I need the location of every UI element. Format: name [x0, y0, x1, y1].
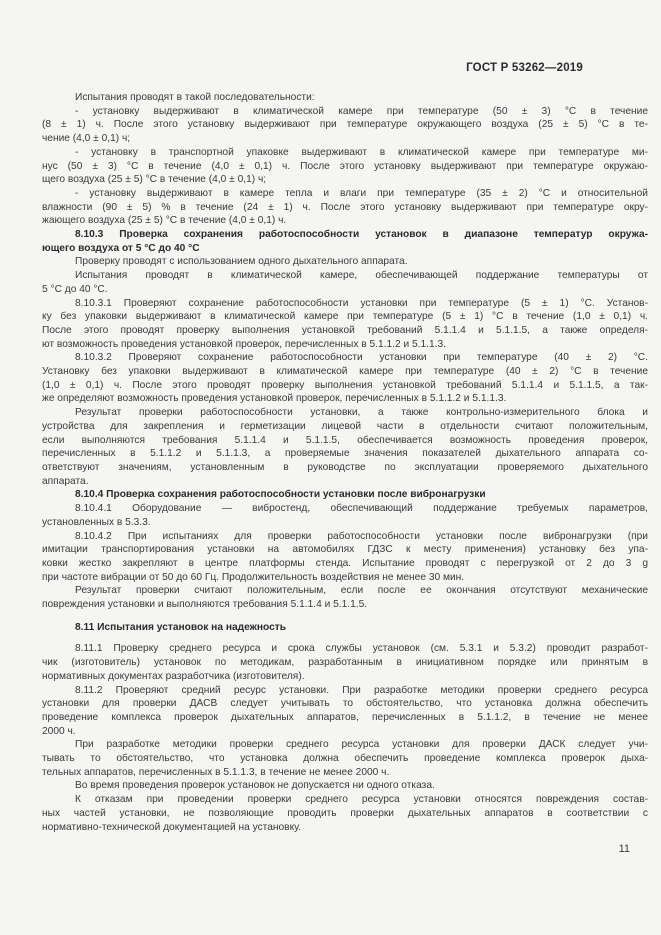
running-header: ГОСТ Р 53262—2019	[466, 62, 583, 74]
text-line: устройства для закрепления и герметизации лицевой части в отдельности считают положительным,	[42, 420, 648, 432]
text-line: ных частей установки, не позволяющие проводить проверки дыхательных аппаратов в соответствии с	[42, 807, 648, 819]
text-line: 8.10.3.2 Проверяют сохранение работоспособности установки при температуре (40 ± 2) °С.	[75, 352, 648, 364]
text-line: щего воздуха (25 ± 5) °С в течение (4,0 ± 0,1) ч;	[42, 174, 267, 186]
text-line: Результат проверки работоспособности установки, а также контрольно-измерительного блока и	[75, 407, 648, 419]
text-line: аппарата.	[42, 475, 89, 487]
paragraph	[42, 297, 648, 352]
text-line: 2000 ч.	[42, 725, 76, 737]
text-line: 8.11 Испытания установок на надежность	[75, 621, 287, 633]
text-line: нормативных документах разработчика (изготовителя).	[42, 670, 305, 682]
text-line: - установку выдерживают в климатической камере при температуре (50 ± 3) °С в течение	[75, 105, 648, 117]
text-line: же определяют возможность проведения установкой проверок, перечисленных в 5.1.1.2 и 5.1.1.3.	[42, 393, 507, 405]
text-line: тельных аппаратов, перечисленных в 5.1.1.3, в течение не менее 2000 ч.	[42, 766, 390, 778]
text-line: жающего воздуха (25 ± 5) °С в течение (4,0 ± 0,1) ч.	[42, 215, 287, 227]
text-line: Испытания проводят в такой последовательности:	[75, 92, 315, 103]
text-line: При разработке методики проверки среднего ресурса установки для проверки ДАСК следует учи-	[75, 739, 648, 751]
text-line: при частоте вибрации от 50 до 60 Гц. Продолжительность воздействия не менее 30 мин.	[42, 571, 465, 583]
text-line: чение (4,0 ± 0,1) ч;	[42, 133, 131, 145]
paragraph	[42, 684, 648, 739]
section-heading	[42, 228, 648, 255]
text-line: проведение комплекса проверок дыхательных аппаратов, перечисленных в 5.1.1.2, в течение не менее	[42, 711, 648, 723]
paragraph	[42, 91, 648, 105]
paragraph	[42, 187, 648, 228]
paragraph	[42, 105, 648, 146]
paragraph	[42, 502, 648, 529]
text-line: установки для проверки ДАСВ следует учитывать то обстоятельство, что установка должна обеспечить	[42, 698, 648, 710]
text-line: тывать то обстоятельство, что установка должна обеспечить проведение комплекса проверок дыха-	[42, 753, 648, 765]
text-line: Во время проведения проверок установок не допускается ни одного отказа.	[75, 780, 435, 792]
text-line: 8.10.4 Проверка сохранения работоспособности установки после вибронагрузки	[75, 489, 486, 501]
text-line: ответствуют значениям, установленным в руководстве по эксплуатации проверяемого дыхательного	[42, 461, 648, 473]
text-line: Результат проверки считают положительным, если после ее окончания отсутствуют механические	[75, 585, 648, 597]
text-line: чик (изготовитель) установок по методикам, разработанным в инициативном порядке или принятым в	[42, 657, 648, 669]
text-line: 5 °С до 40 °С.	[42, 283, 108, 295]
paragraph	[42, 642, 648, 683]
paragraph	[42, 406, 648, 488]
text-line: - установку в транспортной упаковке выдерживают в климатической камере при температуре ми-	[75, 146, 648, 158]
paragraph	[42, 269, 648, 296]
text-line: 8.10.4.1 Оборудование — вибростенд, обеспечивающий поддержание требуемых параметров,	[75, 503, 648, 515]
paragraph	[42, 738, 648, 779]
text-line: повреждения установки и выполняются требования 5.1.1.4 и 5.1.1.5.	[42, 599, 368, 611]
paragraph	[42, 255, 648, 269]
text-line: перечисленных в 5.1.1.2 и 5.1.1.3, а проверяемые значения показателей дыхательного аппарата со-	[42, 448, 648, 460]
text-line: имитации транспортирования установки на автомобилях ГДЗС к месту применения) установку без упа-	[42, 544, 648, 556]
text-line: (1,0 ± 0,1) ч. После этого проводят проверку выполнения установкой требований 5.1.1.4 и 5.1.1.5, а так-	[42, 379, 648, 391]
paragraph	[42, 584, 648, 611]
text-line: ку без упаковки выдерживают в климатической камере при температуре (5 ± 1) °С в течение (1,0 ± 0,1) ч.	[42, 311, 648, 323]
text-line: нормативно-технической документацией на установку.	[42, 821, 302, 833]
text-line: Испытания проводят в климатической камере, обеспечивающей поддержание температуры от	[75, 270, 648, 282]
text-line: нус (50 ± 3) °С в течение (4,0 ± 0,1) ч. После этого установку выдерживают при температуре окружаю-	[42, 160, 648, 172]
page-number: 11	[618, 843, 630, 855]
paragraph	[42, 146, 648, 187]
text-line: 8.11.1 Проверку среднего ресурса и срока службы установок (см. 5.3.1 и 5.3.2) проводит разработ-	[75, 643, 648, 655]
paragraph	[42, 779, 648, 793]
section-heading	[42, 621, 648, 635]
text-line: ющего воздуха от 5 °С до 40 °С	[42, 242, 200, 254]
text-line: (8 ± 1) ч. После этого установку выдерживают при температуре окружающего воздуха (25 ± 5) °С в те-	[42, 119, 648, 131]
text-line: К отказам при проведении проверки среднего ресурса установки относятся повреждения состав-	[75, 794, 648, 806]
text-line: если выполняются требования 5.1.1.4 и 5.1.1.5, обеспечивается возможность проведения проверок,	[42, 434, 648, 446]
text-line: ковки жестко закрепляют в центре платформы стенда. Испытание проводят с перегрузкой от 2 до 3 g	[42, 557, 648, 569]
text-line: После этого проводят проверку выполнения установкой требований 5.1.1.4 и 5.1.1.5, а также определя-	[42, 324, 648, 336]
text-line: 8.10.3 Проверка сохранения работоспособности установок в диапазоне температур окружа-	[75, 229, 648, 241]
text-line: 8.10.4.2 При испытаниях для проверки работоспособности установки после вибронагрузки (при	[75, 530, 648, 542]
paragraph	[42, 351, 648, 406]
text-line: установленных в 5.3.3.	[42, 516, 151, 528]
document-body	[42, 91, 648, 834]
text-line: ют возможность проведения установкой проверок, перечисленных в 5.1.1.2 и 5.1.1.3.	[42, 338, 446, 350]
text-line: 8.10.3.1 Проверяют сохранение работоспособности установки при температуре (5 ± 1) °С. Установ-	[75, 297, 648, 309]
paragraph	[42, 530, 648, 585]
paragraph	[42, 793, 648, 834]
text-line: - установку выдерживают в камере тепла и влаги при температуре (35 ± 2) °С и относительной	[75, 187, 648, 199]
section-heading	[42, 488, 648, 502]
text-line: Установку без упаковки выдерживают в климатической камере при температуре (40 ± 2) °С в течение	[42, 366, 648, 378]
text-line: 8.11.2 Проверяют средний ресурс установки. При разработке методики проверки среднего ресурса	[75, 684, 648, 696]
text-line: Проверку проводят с использованием одного дыхательного аппарата.	[75, 256, 408, 268]
text-line: влажности (90 ± 5) % в течение (24 ± 1) ч. После этого установку выдерживают при температуре окру-	[42, 201, 648, 213]
